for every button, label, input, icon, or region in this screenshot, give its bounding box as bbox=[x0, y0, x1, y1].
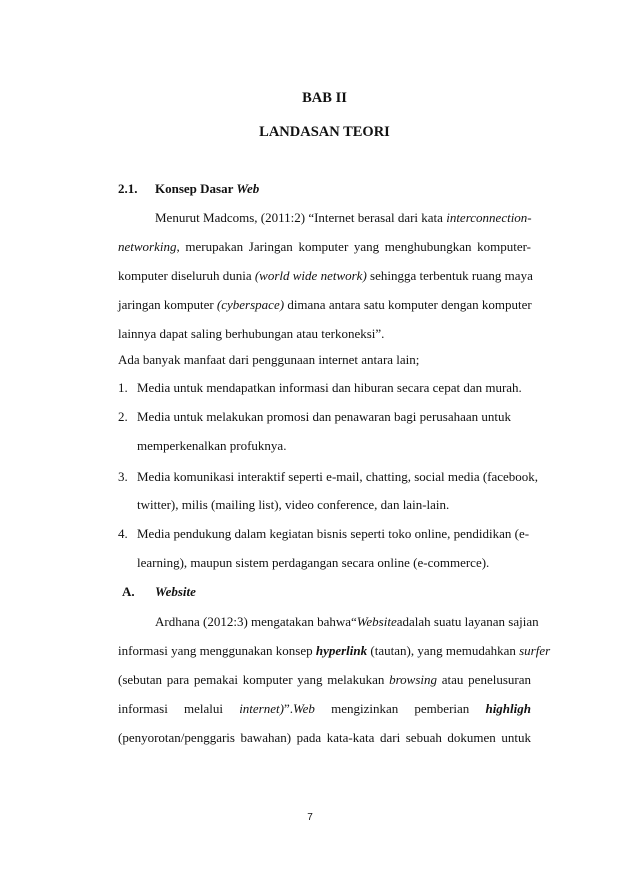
paragraph-line: Ardhana (2012:3) mengatakan bahwa“Websiteadalah suatu layanan sajian bbox=[155, 614, 539, 629]
paragraph-line: Menurut Madcoms, (2011:2) “Internet berasal dari kata interconnection- bbox=[155, 210, 532, 225]
subsection-title: Website bbox=[155, 584, 196, 599]
section-heading bbox=[118, 181, 531, 197]
list-item: 4. Media pendukung dalam kegiatan bisnis seperti toko online, pendidikan (e- bbox=[118, 526, 530, 541]
list-item: 1. Media untuk mendapatkan informasi dan hiburan secara cepat dan murah. bbox=[118, 380, 522, 395]
paragraph-line: komputer diseluruh dunia (world wide network) sehingga terbentuk ruang maya bbox=[118, 268, 533, 283]
section-number: 2.1. bbox=[118, 181, 138, 196]
paragraph-line: informasi yang menggunakan konsep hyperlink (tautan), yang memudahkan surfer bbox=[118, 643, 551, 658]
list-item-continuation: twitter), milis (mailing list), video conference, dan lain-lain. bbox=[137, 497, 450, 512]
intro-text: Ada banyak manfaat dari penggunaan internet antara lain; bbox=[118, 352, 420, 367]
paragraph-line: (penyorotan/penggaris bawahan) pada kata-kata dari sebuah dokumen untuk bbox=[118, 730, 531, 745]
section-title: Konsep Dasar bbox=[155, 181, 237, 196]
paragraph-line: lainnya dapat saling berhubungan atau terkoneksi”. bbox=[118, 326, 385, 341]
list-item-continuation: learning), maupun sistem perdagangan secara online (e-commerce). bbox=[137, 555, 490, 570]
chapter-title: LANDASAN TEORI bbox=[259, 124, 390, 140]
subsection-label: A. bbox=[122, 584, 135, 599]
paragraph-line: networking, merupakan Jaringan komputer yang menghubungkan komputer- bbox=[118, 239, 531, 254]
page-number: 7 bbox=[307, 812, 313, 823]
list-item: 2. Media untuk melakukan promosi dan penawaran bagi perusahaan untuk bbox=[118, 409, 511, 424]
chapter-label: BAB II bbox=[302, 90, 347, 106]
section-title-italic: Web bbox=[236, 181, 260, 196]
list-item: 3. Media komunikasi interaktif seperti e-mail, chatting, social media (facebook, bbox=[118, 469, 539, 484]
paragraph-line: (sebutan para pemakai komputer yang melakukan browsing atau penelusuran bbox=[118, 672, 531, 687]
paragraph-line: jaringan komputer (cyberspace) dimana antara satu komputer dengan komputer bbox=[118, 297, 532, 312]
subsection-heading bbox=[122, 584, 535, 600]
list-item-continuation: memperkenalkan profuknya. bbox=[137, 438, 287, 453]
paragraph-line: informasi melalui internet)”.Web mengizinkan pemberian highligh bbox=[118, 701, 531, 716]
